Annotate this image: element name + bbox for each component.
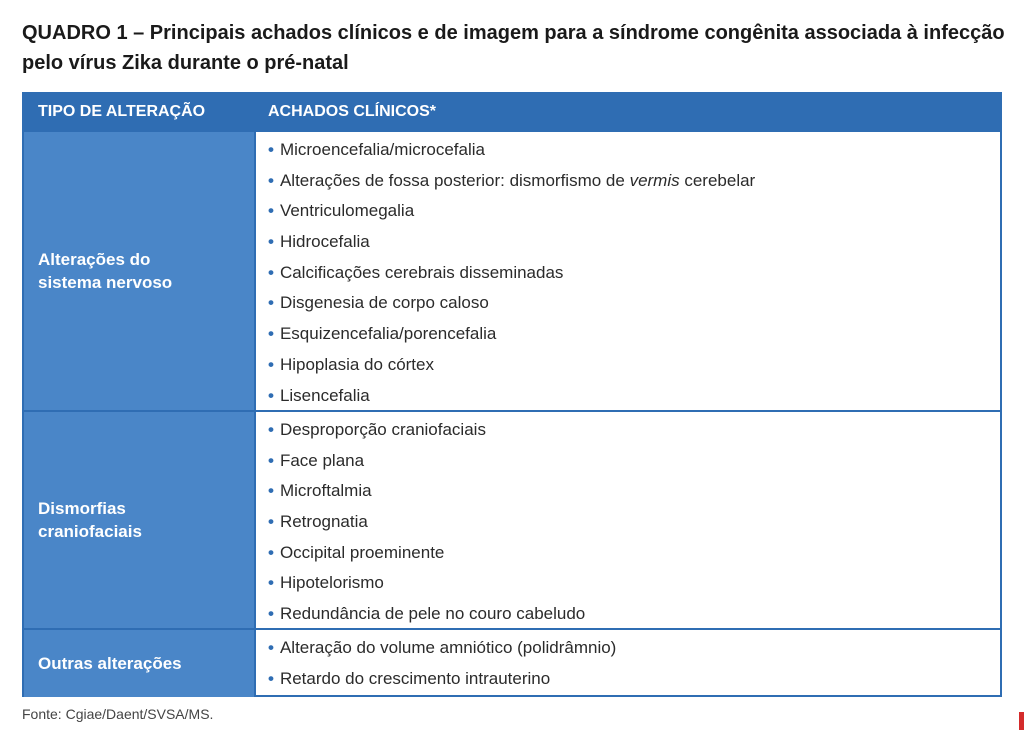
bullet-icon: • [268, 140, 274, 159]
bullet-icon: • [268, 170, 274, 190]
list-item: • Alteração do volume amniótico (polidrâmnio) [268, 638, 617, 657]
bullet-icon: • [268, 604, 274, 624]
bullet-icon: • [268, 638, 274, 657]
table-row-nervous-system [24, 130, 1000, 410]
list-item: • Hipoplasia do córtex [268, 354, 434, 374]
category-cell [24, 412, 256, 628]
category-cell [24, 630, 256, 697]
table-header [24, 94, 1000, 130]
list-item: • Redundância de pele no couro cabeludo [268, 604, 586, 624]
list-item: • Esquizencefalia/porencefalia [268, 324, 497, 344]
findings-list [256, 132, 1000, 410]
table-row-craniofacial [24, 410, 1000, 628]
list-item: • Retrognatia [268, 512, 368, 532]
table-row-other [24, 628, 1000, 697]
bullet-icon: • [268, 385, 274, 405]
bullet-icon: • [268, 668, 274, 688]
bullet-icon: • [268, 420, 274, 439]
bullet-icon: • [268, 293, 274, 313]
list-item: • Microencefalia/microcefalia [268, 140, 485, 159]
list-item: • Microftalmia [268, 481, 372, 501]
list-item: • Disgenesia de corpo caloso [268, 293, 489, 313]
list-item: • Alterações de fossa posterior: dismorfismo de vermis cerebelar [268, 170, 756, 190]
findings-list [256, 412, 1000, 628]
category-cell [24, 132, 256, 410]
category-label: Alterações do sistema nervoso [38, 250, 173, 292]
list-item: • Hidrocefalia [268, 232, 370, 252]
bullet-icon: • [268, 512, 274, 532]
header-findings: ACHADOS CLÍNICOS* [268, 103, 437, 120]
list-item: • Hipotelorismo [268, 573, 384, 593]
bullet-icon: • [268, 324, 274, 344]
list-item: • Lisencefalia [268, 385, 370, 405]
bullet-icon: • [268, 573, 274, 593]
list-item: • Desproporção craniofaciais [268, 420, 486, 439]
bullet-icon: • [268, 481, 274, 501]
source-note: Fonte: Cgiae/Daent/SVSA/MS. [22, 706, 214, 722]
category-label: Dismorfias craniofaciais [38, 499, 142, 541]
table-title: QUADRO 1 – Principais achados clínicos e de imagem para a síndrome congênita associada à infecção pelo vírus Zika durante o pré-natal [22, 22, 1005, 74]
list-item: • Face plana [268, 450, 365, 470]
findings-list [256, 630, 1000, 697]
findings-table [22, 92, 1002, 697]
header-type: TIPO DE ALTERAÇÃO [38, 103, 206, 120]
corner-mark [1019, 712, 1024, 730]
bullet-icon: • [268, 542, 274, 562]
list-item: • Occipital proeminente [268, 542, 445, 562]
bullet-icon: • [268, 262, 274, 282]
list-item: • Calcificações cerebrais disseminadas [268, 262, 564, 282]
bullet-icon: • [268, 354, 274, 374]
bullet-icon: • [268, 232, 274, 252]
list-item: • Ventriculomegalia [268, 201, 415, 221]
bullet-icon: • [268, 201, 274, 221]
list-item: • Retardo do crescimento intrauterino [268, 668, 551, 688]
category-label: Outras alterações [38, 654, 182, 673]
bullet-icon: • [268, 450, 274, 470]
